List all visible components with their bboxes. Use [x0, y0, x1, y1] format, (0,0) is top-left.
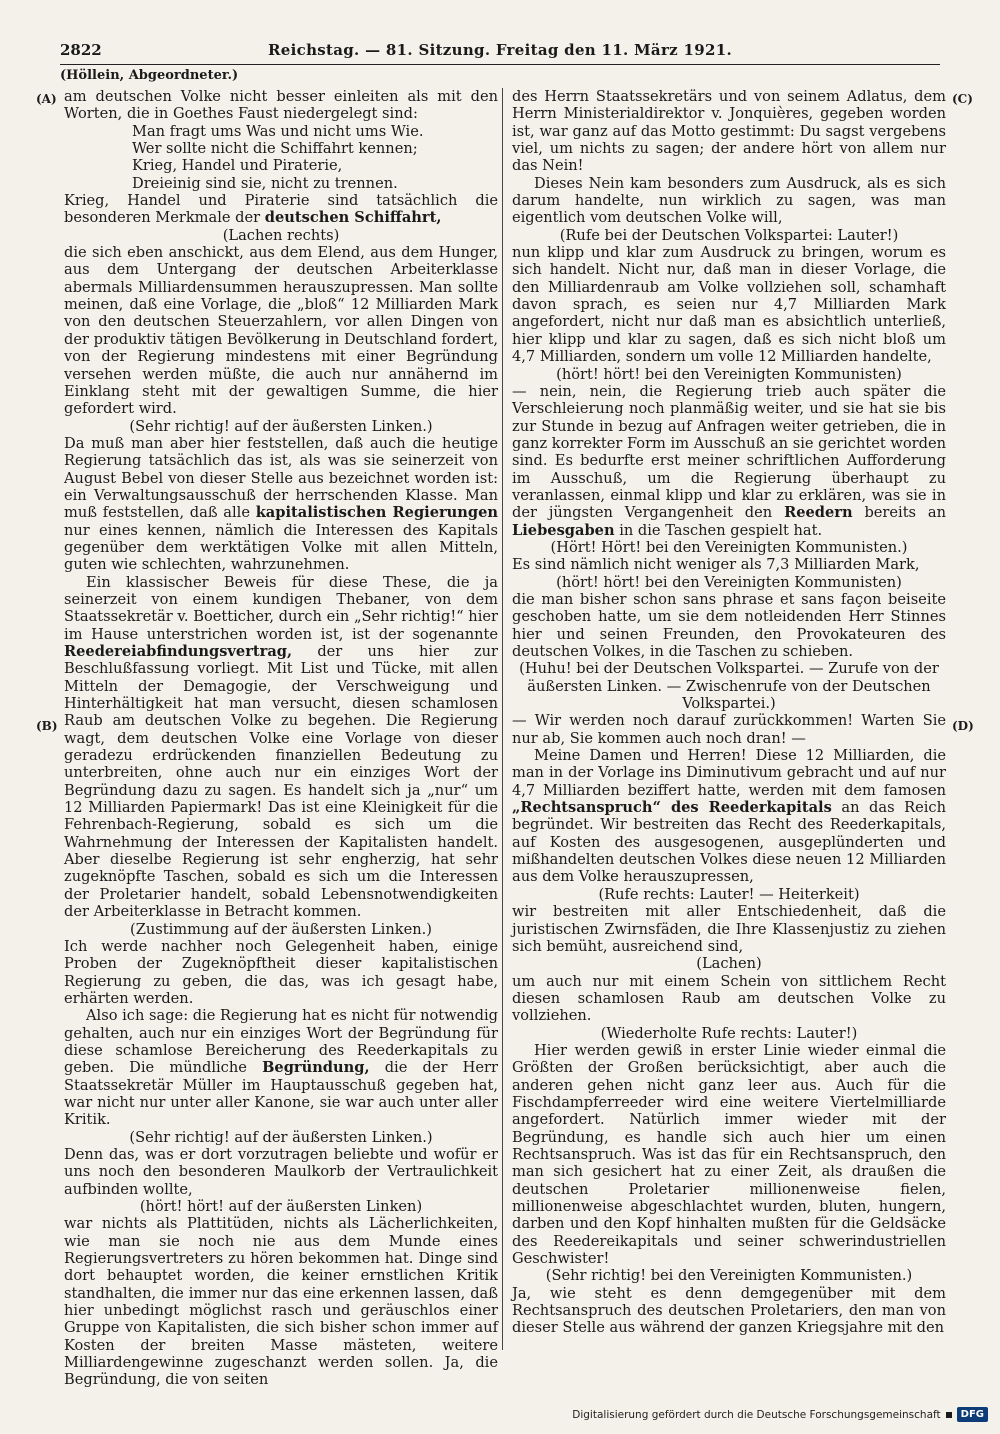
bold-term: kapitalistischen Regierungen — [255, 504, 499, 522]
bold-term: deutschen Schiffahrt, — [264, 209, 442, 227]
paragraph: Ja, wie steht es denn demgegenüber mit dem Rechtsanspruch des deutschen Proletariers, den man von dieser Stelle aus während der ganzen Kriegsjahre mit den — [512, 1284, 946, 1337]
footer-credit-text: Digitalisierung gefördert durch die Deutsche Forschungsgemeinschaft — [572, 1408, 941, 1421]
paragraph: Ich werde nachher noch Gelegenheit haben, einige Proben der Zugeknöpftheit dieser kapitalistischen Regierung zu geben, die das, was ich gesagt habe, erhärten werden. — [64, 937, 498, 1007]
paragraph: — Wir werden noch darauf zurückkommen! Warten Sie nur ab, Sie kommen auch noch dran! — — [512, 712, 946, 747]
interjection: (hört! hört! bei den Vereinigten Kommunisten) — [556, 365, 902, 383]
paragraph: war nichts als Plattitüden, nichts als Lächerlichkeiten, wie man sie noch nie aus dem Munde eines Regierungsvertreters zu hören bekommen hat. Dinge sind dort behauptet worden, die keiner ernstlichen Kritik standhalten, die immer nur das eine erkennen lassen, daß hier unbedingt möglichst rasch und geräuschlos einer Gruppe von Kapitalisten, die sich bisher schon immer auf Kosten der breiten Masse mästeten, weitere Milliardengewinne zugeschanzt werden sollen. Ja, die Begründung, die von seiten — [64, 1215, 498, 1389]
interjection: (Rufe rechts: Lauter! — Heiterkeit) — [598, 885, 860, 903]
header-title: Reichstag. — 81. Sitzung. Freitag den 11. März 1921. — [268, 41, 732, 59]
interjection: (Rufe bei der Deutschen Volkspartei: Lauter!) — [559, 226, 899, 244]
interjection: (Lachen rechts) — [222, 226, 340, 244]
verse-line: Krieg, Handel und Piraterie, — [132, 157, 343, 175]
interjection: (Lachen) — [696, 955, 762, 973]
right-column — [512, 88, 946, 1337]
paragraph: Es sind nämlich nicht weniger als 7,3 Milliarden Mark, — [512, 556, 920, 574]
interjection: (Wiederholte Rufe rechts: Lauter!) — [600, 1024, 858, 1042]
paragraph: Da muß man aber hier feststellen, daß auch die heutige Regierung tatsächlich das ist, als was sie seinerzeit von August Bebel von dieser Stelle aus bezeichnet worden ist: ein Verwaltungsausschuß der herrschenden Klasse. Man muß feststellen, daß alle kapitalistischen Regierungen nur eines kennen, nämlich die Interessen des Kapitals gegenüber dem werktätigen Volke mit allen Mitteln, guten wie schlechten, wahrzunehmen. — [64, 434, 499, 574]
interjection: (Huhu! bei der Deutschen Volkspartei. — Zurufe von der äußersten Linken. — Zwischenrufe von der Deutschen Volkspartei.) — [519, 660, 939, 713]
page-header — [60, 36, 940, 65]
paragraph: Ein klassischer Beweis für diese These, die ja seinerzeit von einem kundigen Thebaner, von dem Staatssekretär v. Boetticher, durch ein „Sehr richtig!“ hier im Hause unterstrichen worden ist, ist der sogenannte Reedereiabfindungsvertrag, der uns hier zur Beschlußfassung vorliegt. Mit List und Tücke, mit allen Mitteln der Demagogie, der Verschweigung und Hinterhältigkeit hat man versucht, diesen schamlosen Raub am deutschen Volke zu begehen. Die Regierung wagt, dem deutschen Volke eine Vorlage von dieser geradezu erdrückenden finanziellen Bedeutung zu unterbreiten, ohne auch nur ein einziges Wort der Begründung dazu zu sagen. Es handelt sich ja „nur“ um 12 Milliarden Papiermark! Das ist eine Kleinigkeit für die Fehrenbach-Regierung, sobald es sich um die Wahrnehmung der Interessen der Kapitalisten handelt. Aber dieselbe Regierung ist sehr engherzig, hat sehr zugeknöpfte Taschen, sobald es sich um die Interessen der Proletarier handelt, sobald Lebensnotwendigkeiten der Arbeiterklasse in Betracht kommen. — [64, 573, 499, 921]
paragraph: Krieg, Handel und Piraterie sind tatsächlich die besonderen Merkmale der deutschen Schiffahrt, — [64, 192, 498, 227]
speaker-line: (Höllein, Abgeordneter.) — [60, 68, 239, 83]
paragraph: um auch nur mit einem Schein von sittlichem Recht diesen schamlosen Raub am deutschen Volke zu vollziehen. — [512, 972, 946, 1025]
interjection: (Sehr richtig! auf der äußersten Linken.) — [129, 417, 433, 435]
paragraph: des Herrn Staatssekretärs und von seinem Adlatus, dem Herrn Ministerialdirektor v. Jonquières, gegeben worden ist, war ganz auf das Motto gestimmt: Du sagst vergebens viel, um nichts zu sagen; der andere hört von allem nur das Nein! — [512, 88, 946, 175]
interjection: (Hört! Hört! bei den Vereinigten Kommunisten.) — [550, 538, 908, 556]
square-dot-icon — [946, 1412, 952, 1418]
margin-mark-d: (D) — [952, 719, 974, 733]
dfg-logo: DFG — [957, 1407, 988, 1422]
paragraph: Dieses Nein kam besonders zum Ausdruck, als es sich darum handelte, nun wirklich zu sagen, was man eigentlich vom deutschen Volke will, — [512, 174, 946, 227]
interjection: (Zustimmung auf der äußersten Linken.) — [130, 920, 432, 938]
paragraph: Hier werden gewiß in erster Linie wieder einmal die Größten der Großen berücksichtigt, aber auch die anderen gehen nicht ganz leer aus. Auch für die Fischdampferreeder wird eine weitere Viertelmilliarde angefordert. Natürlich immer wieder mit der Begründung, es handle sich auch hier um einen Rechtsanspruch. Was ist das für ein Rechtsanspruch, den man sich gesichert hat zu einer Zeit, als draußen die deutschen Proletarier millionenweise fielen, millionenweise abgeschlachtet wurden, bluten, hungern, darben und den Kopf hinhalten mußten für die Geldsäcke des Reedereikapitals und seiner schwerindustriellen Geschwister! — [512, 1041, 946, 1268]
page-number: 2822 — [60, 41, 102, 59]
bold-term: Liebesgaben — [512, 521, 615, 539]
interjection: (hört! hört! auf der äußersten Linken) — [139, 1198, 423, 1215]
margin-mark-c: (C) — [952, 92, 973, 106]
bold-term: Begründung, — [262, 1059, 370, 1077]
paragraph: am deutschen Volke nicht besser einleiten als mit den Worten, die in Goethes Faust niedergelegt sind: — [64, 88, 498, 123]
paragraph: wir bestreiten mit aller Entschiedenheit, daß die juristischen Zwirnsfäden, die Ihre Klassenjustiz zu ziehen sich bemüht, ausreichend sind, — [512, 903, 946, 955]
interjection: (Sehr richtig! bei den Vereinigten Kommunisten.) — [545, 1267, 913, 1285]
paragraph: die sich eben anschickt, aus dem Elend, aus dem Hunger, aus dem Untergang der deutschen Arbeiterklasse abermals Milliardensummen herauszupressen. Man sollte meinen, daß eine Vorlage, die „bloß“ 12 Milliarden Mark von den deutschen Steuerzahlern, vor allen Dingen von der produktiv tätigen Bevölkerung in Deutschland fordert, von der Regierung mindestens mit einer Begründung versehen werden müßte, die auch nur annähernd im Einklang steht mit der gewaltigen Summe, die hier gefordert wird. — [64, 244, 498, 418]
bold-term: Reedereiabfindungsvertrag, — [64, 643, 293, 660]
interjection: (hört! hört! bei den Vereinigten Kommunisten) — [556, 573, 902, 591]
paragraph: Meine Damen und Herren! Diese 12 Milliarden, die man in der Vorlage ins Diminutivum gebracht und auf nur 4,7 Milliarden beziffert hatte, werden mit dem famosen „Rechtsanspruch“ des Reederkapitals an das Reich begründet. Wir bestreiten das Recht des Reederkapitals, auf Kosten des ausgesogenen, ausgeplünderten und mißhandelten deutschen Volkes diese neuen 12 Milliarden aus dem Volke herauszupressen, — [512, 747, 946, 886]
verse-line: Wer sollte nicht die Schiffahrt kennen; — [132, 140, 418, 158]
paragraph: die man bisher schon sans phrase et sans façon beiseite geschoben hatte, um sie dem notleidenden Herr Stinnes hier und seinen Freunden, den Provokateuren des deutschen Volkes, in die Taschen zu schieben. — [512, 590, 946, 660]
paragraph: Also ich sage: die Regierung hat es nicht für notwendig gehalten, auch nur ein einziges Wort der Begründung für diese schamlose Bereicherung des Reederkapitals zu geben. Die mündliche Begründung, die der Herr Staatssekretär Müller im Hauptausschuß gegeben hat, war nicht nur unter aller Kanone, sie war auch unter aller Kritik. — [64, 1007, 498, 1129]
margin-mark-b: (B) — [36, 719, 58, 733]
paragraph: nun klipp und klar zum Ausdruck zu bringen, worum es sich handelt. Nicht nur, daß man in dieser Vorlage, die den Milliardenraub am Volke vollziehen soll, schamhaft davon sprach, es seien nur 4,7 Milliarden Mark angefordert, nicht nur daß man es absichtlich unterließ, hier klipp und klar zu sagen, daß es sich nicht bloß um 4,7 Milliarden, sondern um volle 12 Milliarden handelte, — [512, 244, 946, 366]
footer-credit — [572, 1407, 988, 1422]
bold-term: „Rechtsanspruch“ des Reederkapitals — [512, 799, 832, 817]
paragraph: — nein, nein, die Regierung trieb auch später die Verschleierung noch planmäßig weiter, und sie hat sie bis zur Stunde in bezug auf Anfragen weiter getrieben, die in ganz korrekter Form im Ausschuß an sie gerichtet worden sind. Es bedurfte erst meiner schriftlichen Aufforderung im Ausschuß, um die Regierung überhaupt zu veranlassen, einmal klipp und klar zu erklären, was sie in der jüngsten Vergangenheit den Reedern bereits an Liebesgaben in die Taschen gespielt hat. — [512, 382, 947, 539]
verse-quote — [64, 123, 498, 192]
column-divider — [502, 88, 503, 1350]
bold-term: Reedern — [784, 504, 853, 522]
paragraph: Denn das, was er dort vorzutragen beliebte und wofür er uns noch den besonderen Maulkorb der Vertraulichkeit aufbinden wollte, — [64, 1145, 498, 1198]
interjection: (Sehr richtig! auf der äußersten Linken.) — [129, 1128, 433, 1146]
verse-line: Man fragt ums Was und nicht ums Wie. — [132, 122, 424, 140]
margin-mark-a: (A) — [36, 92, 57, 106]
left-column — [64, 88, 498, 1389]
verse-line: Dreieinig sind sie, nicht zu trennen. — [132, 174, 398, 192]
